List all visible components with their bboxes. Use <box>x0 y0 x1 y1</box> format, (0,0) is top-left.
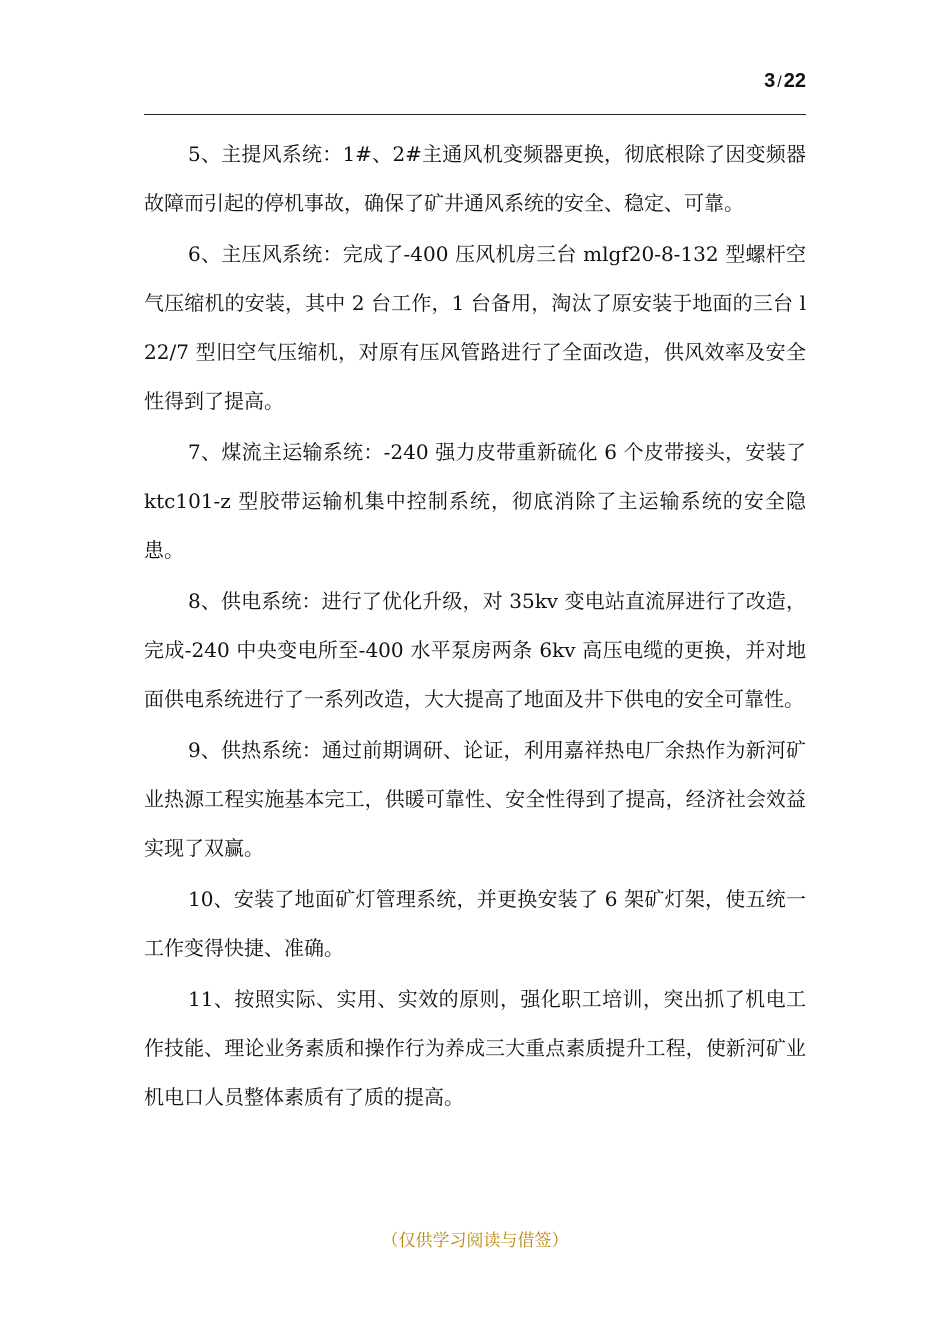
page-separator: / <box>777 74 782 91</box>
page-current: 3 <box>764 70 776 92</box>
page-number <box>764 70 806 93</box>
paragraph-item-8: 8、供电系统：进行了优化升级，对 35kv 变电站直流屏进行了改造，完成-240 中央变电所至-400 水平泵房两条 6kv 高压电缆的更换，并对地面供电系统进行了一系列改造，大大提高了地面及井下供电的安全可靠性。 <box>144 589 806 711</box>
paragraph-item-7: 7、煤流主运输系统：-240 强力皮带重新硫化 6 个皮带接头，安装了 ktc101-z 型胶带运输机集中控制系统，彻底消除了主运输系统的安全隐患。 <box>144 440 806 562</box>
paragraph-item-9: 9、供热系统：通过前期调研、论证，利用嘉祥热电厂余热作为新河矿业热源工程实施基本完工，供暖可靠性、安全性得到了提高，经济社会效益实现了双赢。 <box>144 738 806 860</box>
header-divider <box>144 114 806 115</box>
paragraph-item-6: 6、主压风系统：完成了-400 压风机房三台 mlgf20-8-132 型螺杆空气压缩机的安装，其中 2 台工作，1 台备用，淘汰了原安装于地面的三台 l22/7 型旧空气压缩机，对原有压风管路进行了全面改造，供风效率及安全性得到了提高。 <box>144 242 806 413</box>
footer-note: （仅供学习阅读与借签） <box>381 1231 569 1251</box>
paragraph-item-11: 11、按照实际、实用、实效的原则，强化职工培训，突出抓了机电工作技能、理论业务素质和操作行为养成三大重点素质提升工程，使新河矿业机电口人员整体素质有了质的提高。 <box>144 987 806 1109</box>
paragraph-item-5: 5、主提风系统：1#、2#主通风机变频器更换，彻底根除了因变频器故障而引起的停机事故，确保了矿井通风系统的安全、稳定、可靠。 <box>144 142 806 215</box>
page-total: 22 <box>783 70 806 92</box>
document-body <box>144 130 806 1124</box>
paragraph-item-10: 10、安装了地面矿灯管理系统，并更换安装了 6 架矿灯架，使五统一工作变得快捷、准确。 <box>144 887 806 960</box>
